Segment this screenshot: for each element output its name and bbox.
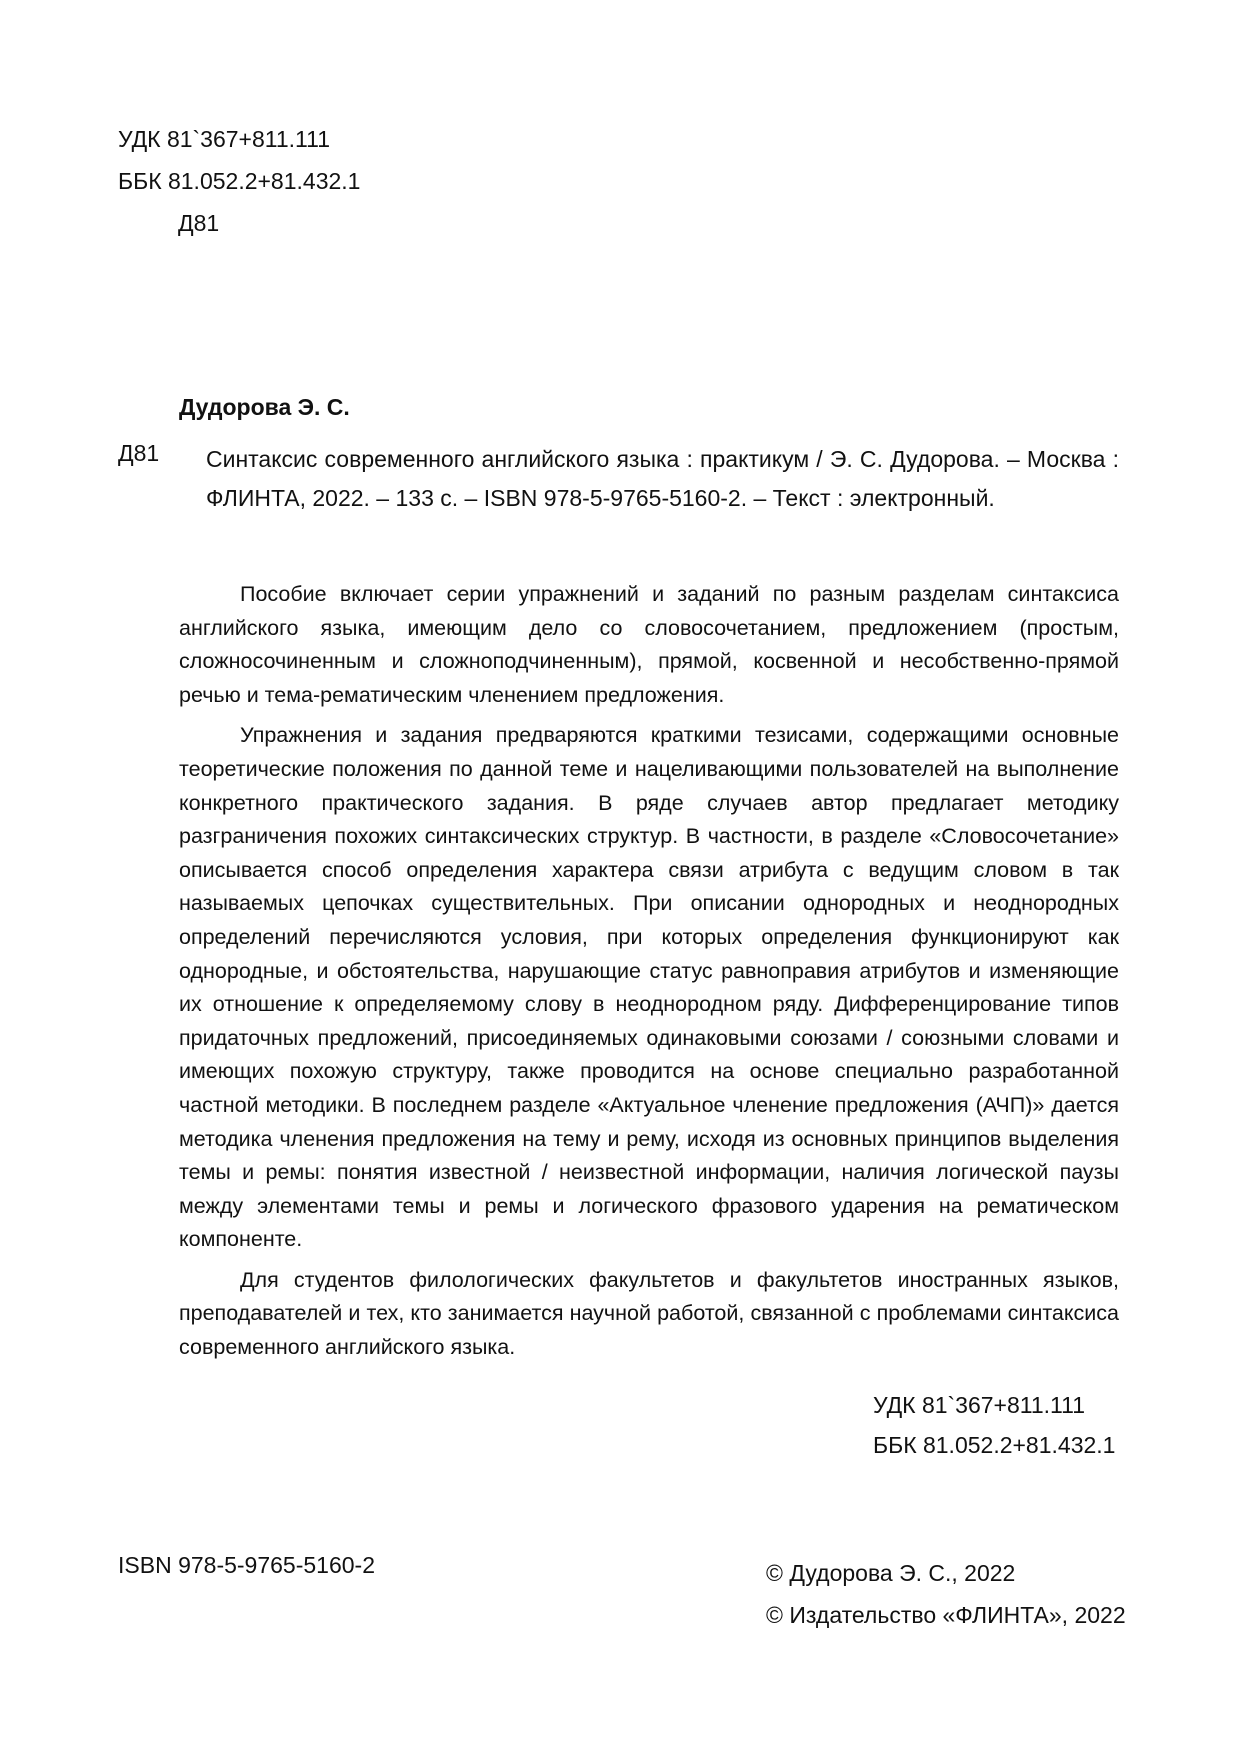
bottom-classification-block [873,1385,1115,1465]
bbk-code: ББК 81.052.2+81.432.1 [873,1432,1116,1458]
author-name: Дудорова Э. С. [179,394,350,420]
bbk-code: ББК 81.052.2+81.432.1 [118,168,361,194]
copyright-block [766,1552,1126,1636]
copyright-author: © Дудорова Э. С., 2022 [766,1560,1016,1586]
udk-code: УДК 81`367+811.111 [118,126,331,152]
top-classification-block [118,118,360,244]
annotation-paragraph: Упражнения и задания предваряются краткими тезисами, содержащими основные теоретические положения по данной теме и нацеливающими пользователей на выполнение конкретного практического задания. В ряде случаев автор предлагает методику разграничения похожих синтаксических структур. В частности, в разделе «Словосочетание» описывается способ определения характера связи атрибута с ведущим словом в так называемых цепочках существительных. При описании однородных и неоднородных определений перечисляются условия, при которых определения функционируют как однородные, и обстоятельства, нарушающие статус равноправия атрибутов и изменяющие их отношение к определяемому слову в неоднородном ряду. Дифференцирование типов придаточных предложений, присоединяемых одинаковыми союзами / союзными словами и имеющих похожую структуру, также проводится на основе специально разработанной частной методики. В последнем разделе «Актуальное членение предложения (АЧП)» дается методика членения предложения на тему и рему, исходя из основных принципов выделения темы и ремы: понятия известной / неизвестной информации, наличия логической паузы между элементами темы и ремы и логического фразового ударения на рематическом компоненте. [179,723,1119,1252]
udk-code: УДК 81`367+811.111 [873,1392,1086,1418]
copyright-publisher: © Издательство «ФЛИНТА», 2022 [766,1602,1126,1628]
bibliographic-code: Д81 [118,440,160,466]
isbn: ISBN 978-5-9765-5160-2 [118,1552,375,1578]
bibliographic-description [179,440,1119,518]
bibliographic-description-text: Синтаксис современного английского языка : практикум / Э. С. Дудорова. – Москва : ФЛИНТА, 2022. – 133 с. – ISBN 978-5-9765-5160-2. – Текст : электронный. [206,446,1119,511]
annotation [179,578,1119,1372]
annotation-paragraph: Пособие включает серии упражнений и заданий по разным разделам синтаксиса английского языка, имеющим дело со словосочетанием, предложением (простым, сложносочиненным и сложноподчиненным), прямой, косвенной и несобственно-прямой речью и тема-рематическим членением предложения. [179,582,1119,707]
author-mark: Д81 [178,210,220,236]
annotation-paragraph: Для студентов филологических факультетов и факультетов иностранных языков, преподавателей и тех, кто занимается научной работой, связанной с проблемами синтаксиса современного английского языка. [179,1267,1119,1360]
